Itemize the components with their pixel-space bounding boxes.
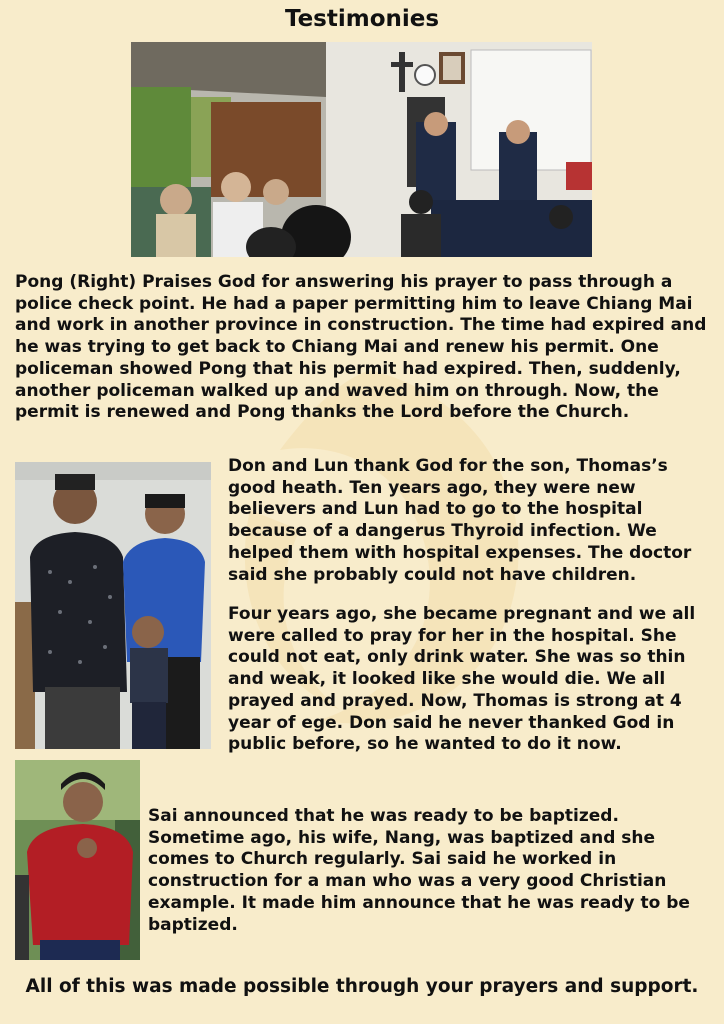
family-photo	[15, 462, 211, 749]
pong-testimony: Pong (Right) Praises God for answering his prayer to pass through a police check point. He had a paper permitting him to leave Chiang Mai and work in another province in construction. The time had expired and he was trying to get back to Chiang Mai and renew his permit. One policeman showed Pong that his permit had expired. Then, suddenly, another policeman walked up and waved him on through. Now, the permit is renewed and Pong thanks the Lord before the Church.	[15, 272, 707, 423]
sai-testimony: Sai announced that he was ready to be baptized. Sometime ago, his wife, Nang, was baptized and she comes to Church regularly. Sai said he worked in construction for a man who was a very good Christian example. It made him announce that he was ready to be baptized.	[148, 806, 690, 935]
pregnancy-testimony: Four years ago, she became pregnant and we all were called to pray for her in the hospital. She could not eat, only drink water. She was so thin and weak, it looked like she would die. We all prayed and prayed. Now, Thomas is strong at 4 year of ege. Don said he never thanked God in public before, so he wanted to do it now.	[228, 604, 696, 755]
sai-photo	[15, 760, 140, 960]
closing-statement: All of this was made possible through your prayers and support.	[25, 976, 699, 997]
don-lun-testimony: Don and Lun thank God for the son, Thomas’s good heath. Ten years ago, they were new believers and Lun had to go to the hospital because of a dangerus Thyroid infection. We helped them with hospital expenses. The doctor said she probably could not have children.	[228, 456, 692, 585]
page-title: Testimonies	[284, 6, 440, 32]
church-service-photo	[131, 42, 592, 257]
